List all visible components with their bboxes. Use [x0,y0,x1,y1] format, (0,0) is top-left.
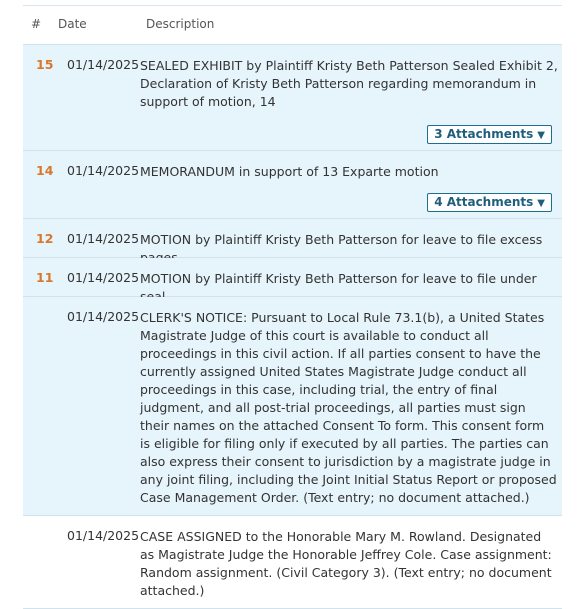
entry-description: MEMORANDUM in support of 13 Exparte motion [140,164,439,179]
docket-row-clerks-notice [23,297,562,516]
entry-date: 01/14/2025 [67,270,140,285]
entry-date: 01/14/2025 [67,309,140,324]
docket-table [23,5,562,609]
docket-row-case-assigned [23,516,562,609]
entry-description: MOTION by Plaintiff Kristy Beth Patterson for leave to file excess [140,232,543,247]
entry-description: CLERK'S NOTICE: Pursuant to Local Rule 73.1(b), a United States Magistrate Judge of this court is available to conduct all proceedings in this civil action. If all parties consent to have the currently assigned United States Magistrate Judge conduct all proceedings in this case, including trial, the entry of final judgment, and all post-trial proceedings, all parties must sign their names on the attached Consent To form. This consent form is eligible for filing only if executed by all parties. The parties can also express their consent to jurisdiction by a magistrate judge in any joint filing, including the Joint Initial Status Report or proposed Case Management Order. (Text entry; no document attached.) [140,310,557,505]
entry-number[interactable]: 15 [36,57,54,72]
header-description: Description [146,17,215,31]
entry-number[interactable]: 14 [36,163,54,178]
entry-description: CASE ASSIGNED to the Honorable Mary M. Rowland. Designated as Magistrate Judge the Honorable Jeffrey Cole. Case assignment: Random assignment. (Civil Category 3). (Text entry; no document attached.) [140,529,552,598]
entry-date: 01/14/2025 [67,57,140,72]
entry-date: 01/14/2025 [67,528,140,543]
attachments-label: 3 Attachments [434,127,534,141]
entry-number[interactable]: 11 [36,270,54,285]
table-header [23,6,562,45]
entry-description: MOTION by Plaintiff Kristy Beth Patterson for leave to file under [140,271,537,286]
header-date: Date [58,17,87,31]
docket-row-11 [23,258,562,297]
attachments-label: 4 Attachments [434,195,534,209]
docket-row-14 [23,151,562,219]
header-number: # [31,17,42,31]
attachments-button[interactable] [427,125,552,144]
docket-row-15 [23,45,562,151]
docket-row-12 [23,219,562,258]
entry-description: SEALED EXHIBIT by Plaintiff Kristy Beth Patterson Sealed Exhibit 2, Declaration of Kristy Beth Patterson regarding memorandum in support of motion, 14 [140,58,558,109]
caret-down-icon: ▼ [537,198,545,209]
attachments-button[interactable] [427,193,552,212]
entry-date: 01/14/2025 [67,163,140,178]
caret-down-icon: ▼ [537,130,545,141]
entry-number[interactable]: 12 [36,231,54,246]
entry-date: 01/14/2025 [67,231,140,246]
